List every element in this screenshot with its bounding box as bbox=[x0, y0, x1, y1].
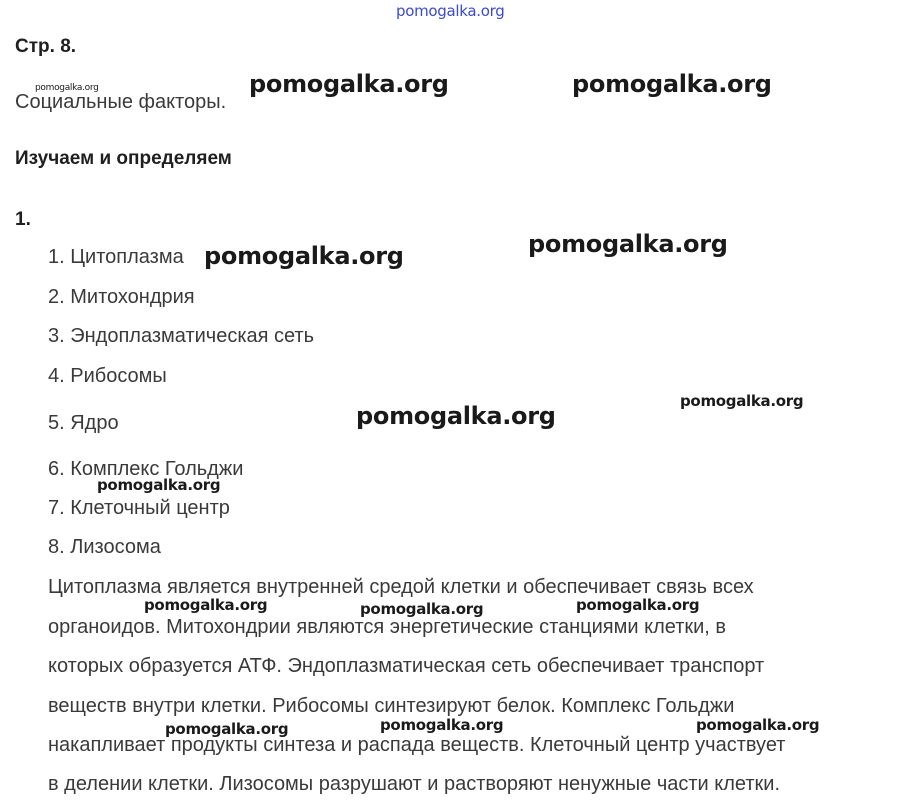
subtitle: Социальные факторы. bbox=[15, 91, 227, 113]
watermark: pomogalka.org bbox=[144, 596, 268, 614]
paragraph-line: органоидов. Митохондрии являются энергетические станциями клетки, в bbox=[48, 616, 727, 638]
watermark: pomogalka.org bbox=[572, 70, 772, 98]
list-item: 4. Рибосомы bbox=[48, 365, 167, 387]
watermark: pomogalka.org bbox=[97, 476, 221, 494]
list-item: 3. Эндоплазматическая сеть bbox=[48, 325, 315, 347]
watermark: pomogalka.org bbox=[249, 70, 449, 98]
watermark: pomogalka.org bbox=[204, 242, 404, 270]
list-item: 1. Цитоплазма bbox=[48, 246, 184, 268]
page-reference: Стр. 8. bbox=[15, 36, 77, 57]
watermark: pomogalka.org bbox=[380, 716, 504, 734]
watermark: pomogalka.org bbox=[528, 230, 728, 258]
paragraph-line: Цитоплазма является внутренней средой клетки и обеспечивает связь всех bbox=[48, 576, 754, 598]
paragraph-line: накапливает продукты синтеза и распада веществ. Клеточный центр участвует bbox=[48, 734, 786, 756]
list-item: 8. Лизосома bbox=[48, 536, 161, 558]
paragraph-line: которых образуется АТФ. Эндоплазматическая сеть обеспечивает транспорт bbox=[48, 655, 765, 677]
list-item: 2. Митохондрия bbox=[48, 286, 195, 308]
watermark: pomogalka.org bbox=[360, 600, 484, 618]
section-title: Изучаем и определяем bbox=[15, 148, 232, 169]
list-item: 7. Клеточный центр bbox=[48, 497, 230, 519]
watermark: pomogalka.org bbox=[680, 392, 804, 410]
paragraph-line: веществ внутри клетки. Рибосомы синтезируют белок. Комплекс Гольджи bbox=[48, 695, 735, 717]
paragraph-line: в делении клетки. Лизосомы разрушают и растворяют ненужные части клетки. bbox=[48, 773, 781, 795]
watermark: pomogalka.org bbox=[35, 83, 99, 93]
watermark: pomogalka.org bbox=[396, 2, 505, 20]
list-item: 6. Комплекс Гольджи bbox=[48, 458, 244, 480]
watermark: pomogalka.org bbox=[356, 402, 556, 430]
watermark: pomogalka.org bbox=[576, 596, 700, 614]
watermark: pomogalka.org bbox=[696, 716, 820, 734]
list-item: 5. Ядро bbox=[48, 412, 119, 434]
section-number: 1. bbox=[15, 209, 31, 230]
watermark: pomogalka.org bbox=[165, 720, 289, 738]
